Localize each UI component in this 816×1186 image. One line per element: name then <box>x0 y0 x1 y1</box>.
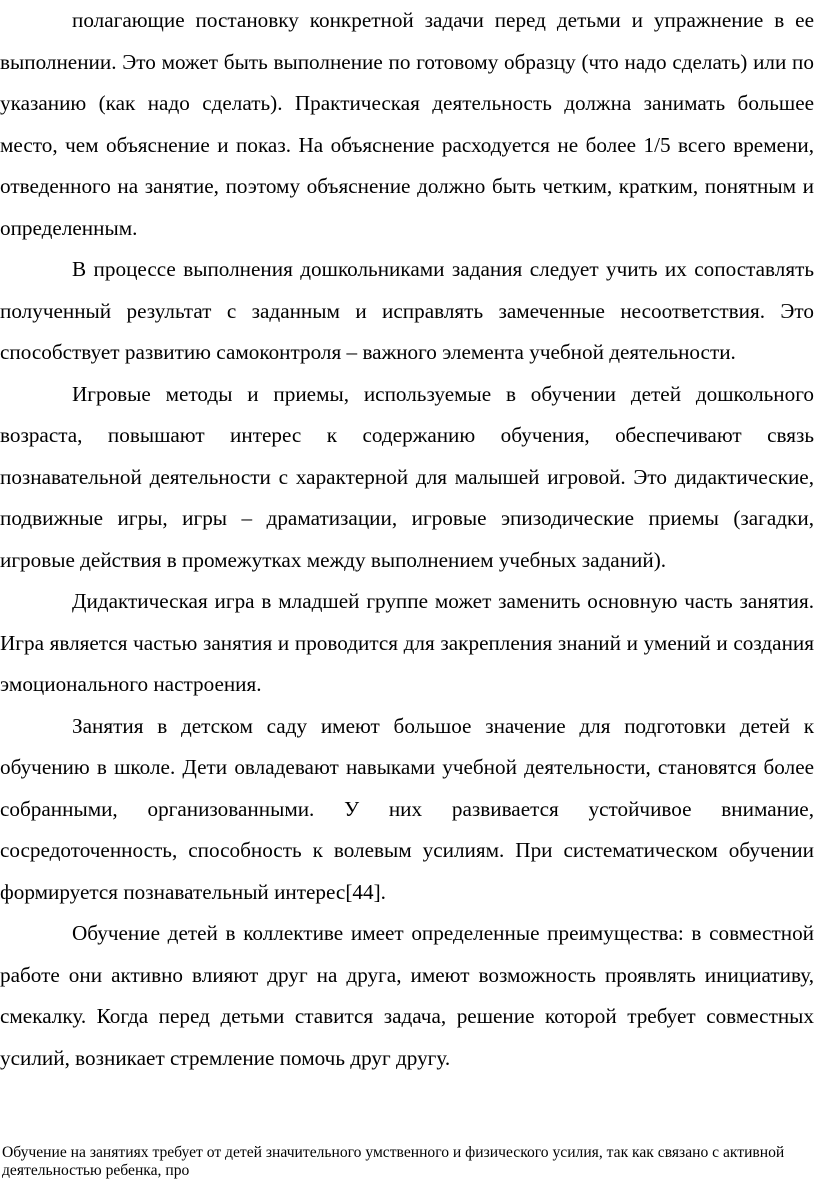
footer-snippet: Обучение на занятиях требует от детей значительного умственного и физического усилия, так как связано с активной деятельностью ребенка, про <box>2 1144 785 1179</box>
paragraph-1: полагающие постановку конкретной задачи перед детьми и упражнение в ее выполнении. Это может быть выполнение по готовому образцу (что надо сделать) или по указанию (как надо сделать). Практическая деятельность должна занимать большее место, чем объяснение и показ. На объяснение расходуется не более 1/5 всего времени, отведенного на занятие, поэтому объяснение должно быть четким, кратким, понятным и определенным. <box>0 8 814 240</box>
paragraph-5: Занятия в детском саду имеют большое значение для подготовки детей к обучению в школе. Дети овладевают навыками учебной деятельности, становятся более собранными, организованными. У них развивается устойчивое внимание, сосредоточенность, способность к волевым усилиям. При систематическом обучении формируется познавательный интерес[44]. <box>0 713 814 904</box>
paragraph-3: Игровые методы и приемы, используемые в обучении детей дошкольного возраста, повышают интерес к содержанию обучения, обеспечивают связь познавательной деятельности с характерной для малышей игровой. Это дидактические, подвижные игры, игры – драматизации, игровые эпизодические приемы (загадки, игровые действия в промежутках между выполнением учебных заданий). <box>0 381 814 572</box>
paragraph-4: Дидактическая игра в младшей группе может заменить основную часть занятия. Игра является частью занятия и проводится для закрепления знаний и умений и создания эмоционального настроения. <box>0 589 814 696</box>
paragraph-2: В процессе выполнения дошкольниками задания следует учить их сопоставлять полученный результат с заданным и исправлять замеченные несоответствия. Это способствует развитию самоконтроля – важного элемента учебной деятельности. <box>0 257 814 364</box>
paragraph-6: Обучение детей в коллективе имеет определенные преимущества: в совместной работе они активно влияют друг на друга, имеют возможность проявлять инициативу, смекалку. Когда перед детьми ставится задача, решение которой требует совместных усилий, возникает стремление помочь друг другу. <box>0 921 814 1070</box>
